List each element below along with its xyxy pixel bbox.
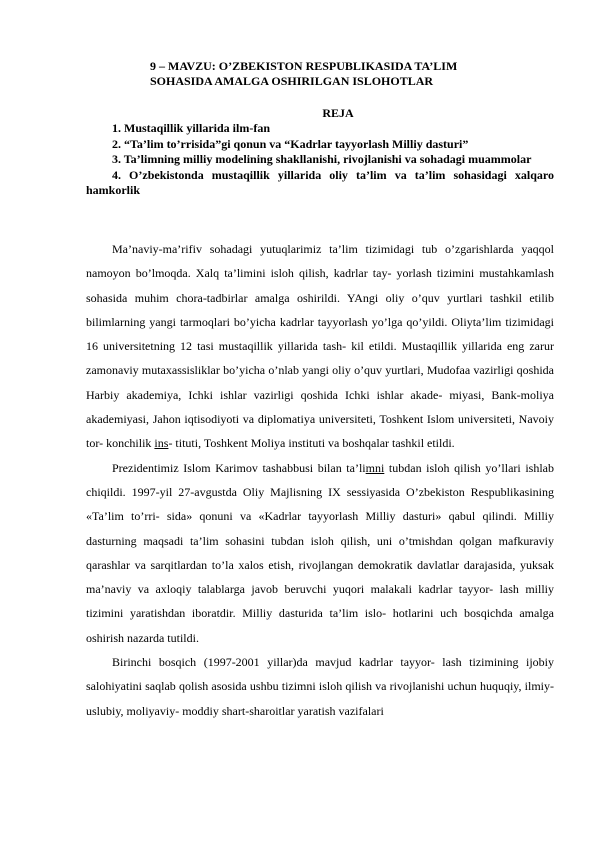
paragraph-1-text: Ma’naviy-ma’rifiv sohadagi yutuqlarimiz ta’lim tizimidagi tub o’zgarishlarda yaqqol namoyon bo’lmoqda. Xalq ta’limini isloh qilish, kadrlar tay- yorlash tizimini mustahkamlash sohasida muhim chora-tadbirlar amalga oshirildi. YAngi oliy o’quv yurtlari tashkil etilib bilimlarning yangi tarmoqlari bo’yicha kadrlar tayyorlash yo’lga qo’yildi. Oliyta’lim tizimidagi 16 universitetning 12 tasi mustaqillik yillarida tash- kil etildi. Mustaqillik yillarida eng zarur zamonaviy mutaxassisliklar bo’yicha o’nlab yangi oliy o’quv yurtlari, Mudofaa vazirligi qoshida Harbiy akademiya, Ichki ishlar vazirligi qoshida Ichki ishlar akade- miyasi, Bank-moliya akademiyasi, Jahon iqtisodiyoti va diplomatiya universiteti, Toshkent Islom universiteti, Navoiy tor- konchilik — [86, 242, 554, 451]
paragraph-3: Birinchi bosqich (1997-2001 yillar)da mavjud kadrlar tayyor- lash tizimining ijobiy salohiyatini saqlab qolish asosida ushbu tizimni isloh qilish va rivojlanishi uchun huquqiy, ilmiy-uslubiy, moliyaviy- moddiy shart-sharoitlar yaratish vazifalari — [86, 655, 554, 718]
plan-item: 3. Ta’limning milliy modelining shakllanishi, rivojlanishi va sohadagi muammolar — [112, 152, 532, 167]
plan-item: 4. O’zbekistonda mustaqillik yillarida oliy ta’lim va ta’lim sohasidagi xalqaro hamkorlik — [86, 167, 554, 198]
paragraph-1 — [86, 237, 554, 456]
plan-heading: REJA — [322, 106, 354, 120]
paragraph-2-text-end: tubdan isloh qilish yo’llari ishlab chiqildi. 1997-yil 27-avgustda Oliy Majlisning IX sessiyasida O’zbekiston Respublikasining «Ta’lim to’rri- sida» qonuni va «Kadrlar tayyorlash Milliy dasturi» qabul qilindi. Milliy dasturning maqsadi ta’lim sohasini tubdan isloh qilish, uni o’tmishdan qolgan mafkuraviy qarashlar va sarqitlardan to’la xalos etish, rivojlangan demokratik davlatlar darajasida, yuksak ma’naviy va axloqiy talablarga javob beruvchi yuqori malakali kadrlar tayyor- lash milliy tizimini yaratishdan iboratdir. Milliy dasturida ta’lim islo- hotlarini uch bosqichda amalga oshirish nazarda tutildi. — [86, 460, 554, 645]
paragraph-2-underlined: mni — [365, 460, 385, 475]
body-text — [86, 237, 554, 723]
title-line-2: SOHASIDA AMALGA OSHIRILGAN ISLOHOTLAR — [150, 74, 434, 88]
paragraph-1-underlined: ins — [154, 436, 169, 451]
plan-item: 2. “Ta’lim to’rrisida”gi qonun va “Kadrlar tayyorlash Milliy dasturi” — [112, 136, 469, 151]
paragraph-1-text-end: - tituti, Toshkent Moliya instituti va boshqalar tashkil etildi. — [168, 436, 455, 451]
paragraph-2 — [86, 456, 554, 650]
paragraph-2-text: Prezidentimiz Islom Karimov tashabbusi bilan ta’li — [112, 460, 366, 475]
page-title — [150, 59, 570, 89]
title-line-1: 9 – MAVZU: O’ZBEKISTON RESPUBLIKASIDA TA’LIM — [150, 59, 458, 73]
plan-list — [86, 121, 554, 199]
plan-item: 1. Mustaqillik yillarida ilm-fan — [112, 121, 271, 135]
